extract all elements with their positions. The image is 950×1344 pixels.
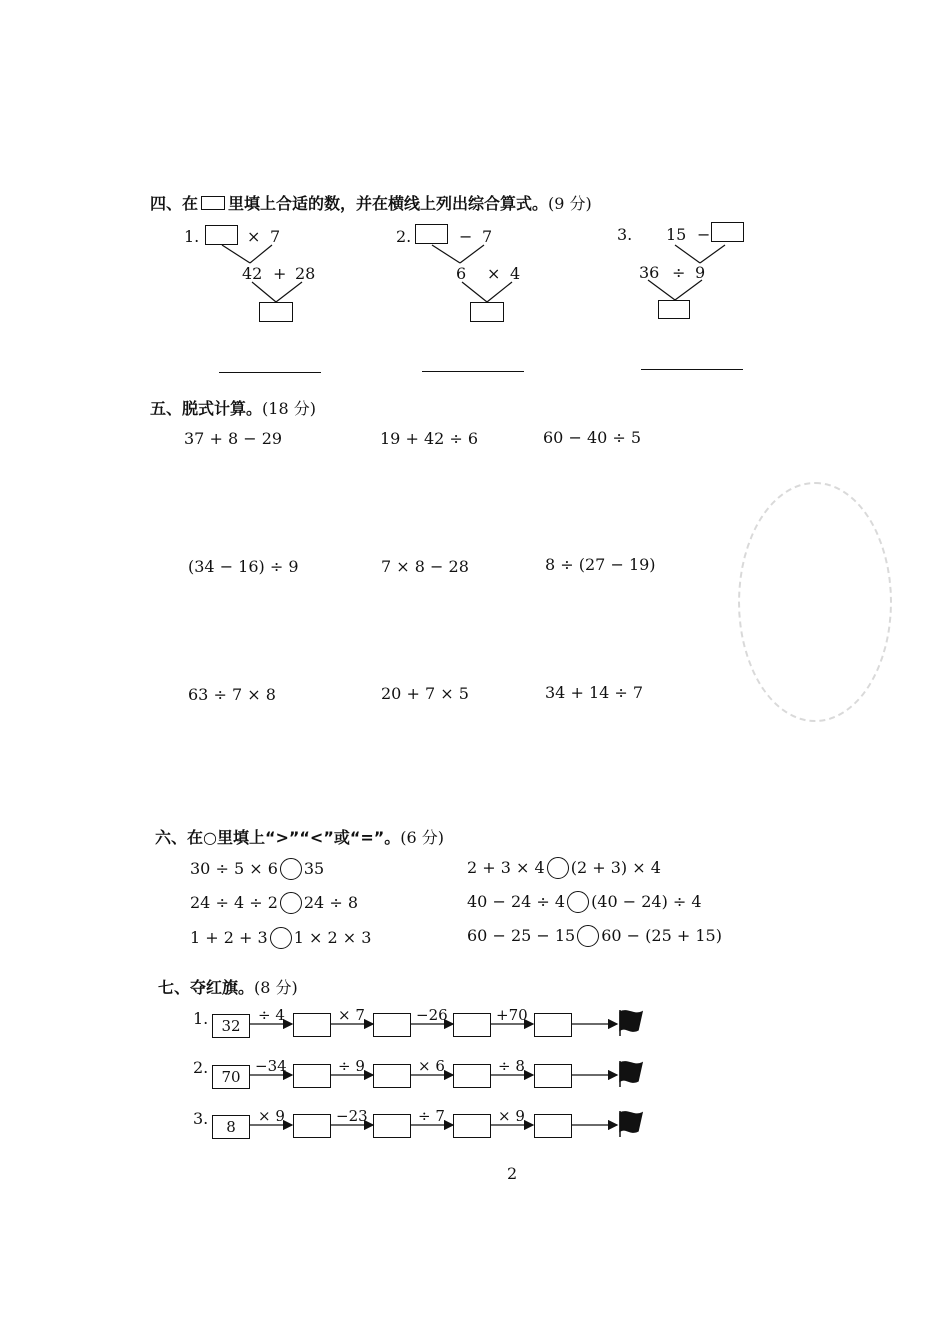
chain-3-start-box: 8 <box>212 1115 250 1139</box>
chain-1-op-2: × 7 <box>338 1006 365 1024</box>
tree-3-mid-op: ÷ <box>672 263 686 282</box>
compare-item-3: 24 ÷ 4 ÷ 2 24 ÷ 8 <box>190 893 358 912</box>
calc-r2-c2: 7 × 8 − 28 <box>381 557 469 576</box>
chain-3-box-3[interactable] <box>453 1114 491 1138</box>
compare-item-6: 60 − 25 − 15 60 − (25 + 15) <box>467 926 722 945</box>
calc-r3-c1: 63 ÷ 7 × 8 <box>188 685 276 704</box>
chain-2-op-1: −34 <box>255 1057 287 1075</box>
chain-1-op-1: ÷ 4 <box>258 1006 285 1024</box>
tree-2-mid-right: 4 <box>510 264 521 283</box>
chain-1-op-3: −26 <box>416 1006 448 1024</box>
calc-r1-c3: 60 − 40 ÷ 5 <box>543 428 642 447</box>
section-four-points: (9 分) <box>548 194 592 213</box>
calc-r1-c1: 37 + 8 − 29 <box>184 429 283 448</box>
calc-r3-c3: 34 + 14 ÷ 7 <box>545 683 644 702</box>
tree-3-number: 3. <box>617 225 633 244</box>
section-four-heading: 四、在 里填上合适的数，并在横线上列出综合算式。(9 分) <box>150 194 592 213</box>
section-six-points: (6 分) <box>400 828 445 847</box>
tree-1-mid-op: + <box>273 264 287 283</box>
chain-3-box-4[interactable] <box>534 1114 572 1138</box>
tree-2-top-val: 7 <box>482 227 493 246</box>
compare-item-2: 2 + 3 × 4 (2 + 3) × 4 <box>467 858 661 877</box>
compare-item-4: 40 − 24 ÷ 4 (40 − 24) ÷ 4 <box>467 892 702 911</box>
tree-1-number: 1. <box>184 227 200 246</box>
compare-item-1: 30 ÷ 5 × 6 35 <box>190 859 325 878</box>
chain-1-start-box: 32 <box>212 1014 250 1038</box>
chain-3-op-4: × 9 <box>498 1107 525 1125</box>
chain-1-box-2[interactable] <box>373 1013 411 1037</box>
chain-2-box-2[interactable] <box>373 1064 411 1088</box>
calc-r3-c2: 20 + 7 × 5 <box>381 684 469 703</box>
chain-1-number: 1. <box>193 1009 209 1028</box>
compare-item-5: 1 + 2 + 3 1 × 2 × 3 <box>190 928 372 947</box>
tree-3-top-op: − <box>697 225 711 244</box>
chain-1-box-4[interactable] <box>534 1013 572 1037</box>
calc-r2-c3: 8 ÷ (27 − 19) <box>545 555 656 574</box>
tree-1-mid-right: 28 <box>295 264 316 283</box>
chain-2-box-1[interactable] <box>293 1064 331 1088</box>
chain-2-op-2: ÷ 9 <box>338 1057 365 1075</box>
tree-2-mid-left: 6 <box>456 264 467 283</box>
page-number: 2 <box>507 1164 518 1183</box>
chain-1-box-1[interactable] <box>293 1013 331 1037</box>
section-six-heading: 六、在○里填上“>”“<”或“=”。(6 分) <box>155 828 445 847</box>
tree-3-mid-right: 9 <box>695 263 706 282</box>
tree-3-mid-left: 36 <box>639 263 660 282</box>
chain-3-op-1: × 9 <box>258 1107 285 1125</box>
calc-r1-c2: 19 + 42 ÷ 6 <box>380 429 479 448</box>
chain-3-box-2[interactable] <box>373 1114 411 1138</box>
section-five-points: (18 分) <box>262 399 316 418</box>
chain-3-op-3: ÷ 7 <box>418 1107 445 1125</box>
red-flag-icon <box>620 1010 642 1036</box>
chain-3-op-2: −23 <box>336 1107 368 1125</box>
chain-2-op-4: ÷ 8 <box>498 1057 525 1075</box>
tree-2-top-op: − <box>459 227 473 246</box>
tree-2-mid-op: × <box>487 264 501 283</box>
chain-1-box-3[interactable] <box>453 1013 491 1037</box>
red-flag-icon <box>620 1111 642 1137</box>
tree-1-top-op: × <box>247 227 261 246</box>
tree-2-number: 2. <box>396 227 412 246</box>
red-flag-icon <box>620 1061 642 1087</box>
tree-1-top-val: 7 <box>270 227 281 246</box>
chain-3-number: 3. <box>193 1109 209 1128</box>
chain-2-box-3[interactable] <box>453 1064 491 1088</box>
section-seven-heading: 七、夺红旗。(8 分) <box>158 978 298 997</box>
chain-2-number: 2. <box>193 1058 209 1077</box>
tree-1-mid-left: 42 <box>242 264 263 283</box>
calc-r2-c1: (34 − 16) ÷ 9 <box>188 557 299 576</box>
chain-1-op-4: +70 <box>496 1006 528 1024</box>
section-five-heading: 五、脱式计算。(18 分) <box>150 399 316 418</box>
chain-3-box-1[interactable] <box>293 1114 331 1138</box>
section-seven-points: (8 分) <box>254 978 298 997</box>
chain-2-box-4[interactable] <box>534 1064 572 1088</box>
tree-3-top-val: 15 <box>666 225 687 244</box>
chain-2-start-box: 70 <box>212 1065 250 1089</box>
chain-2-op-3: × 6 <box>418 1057 445 1075</box>
